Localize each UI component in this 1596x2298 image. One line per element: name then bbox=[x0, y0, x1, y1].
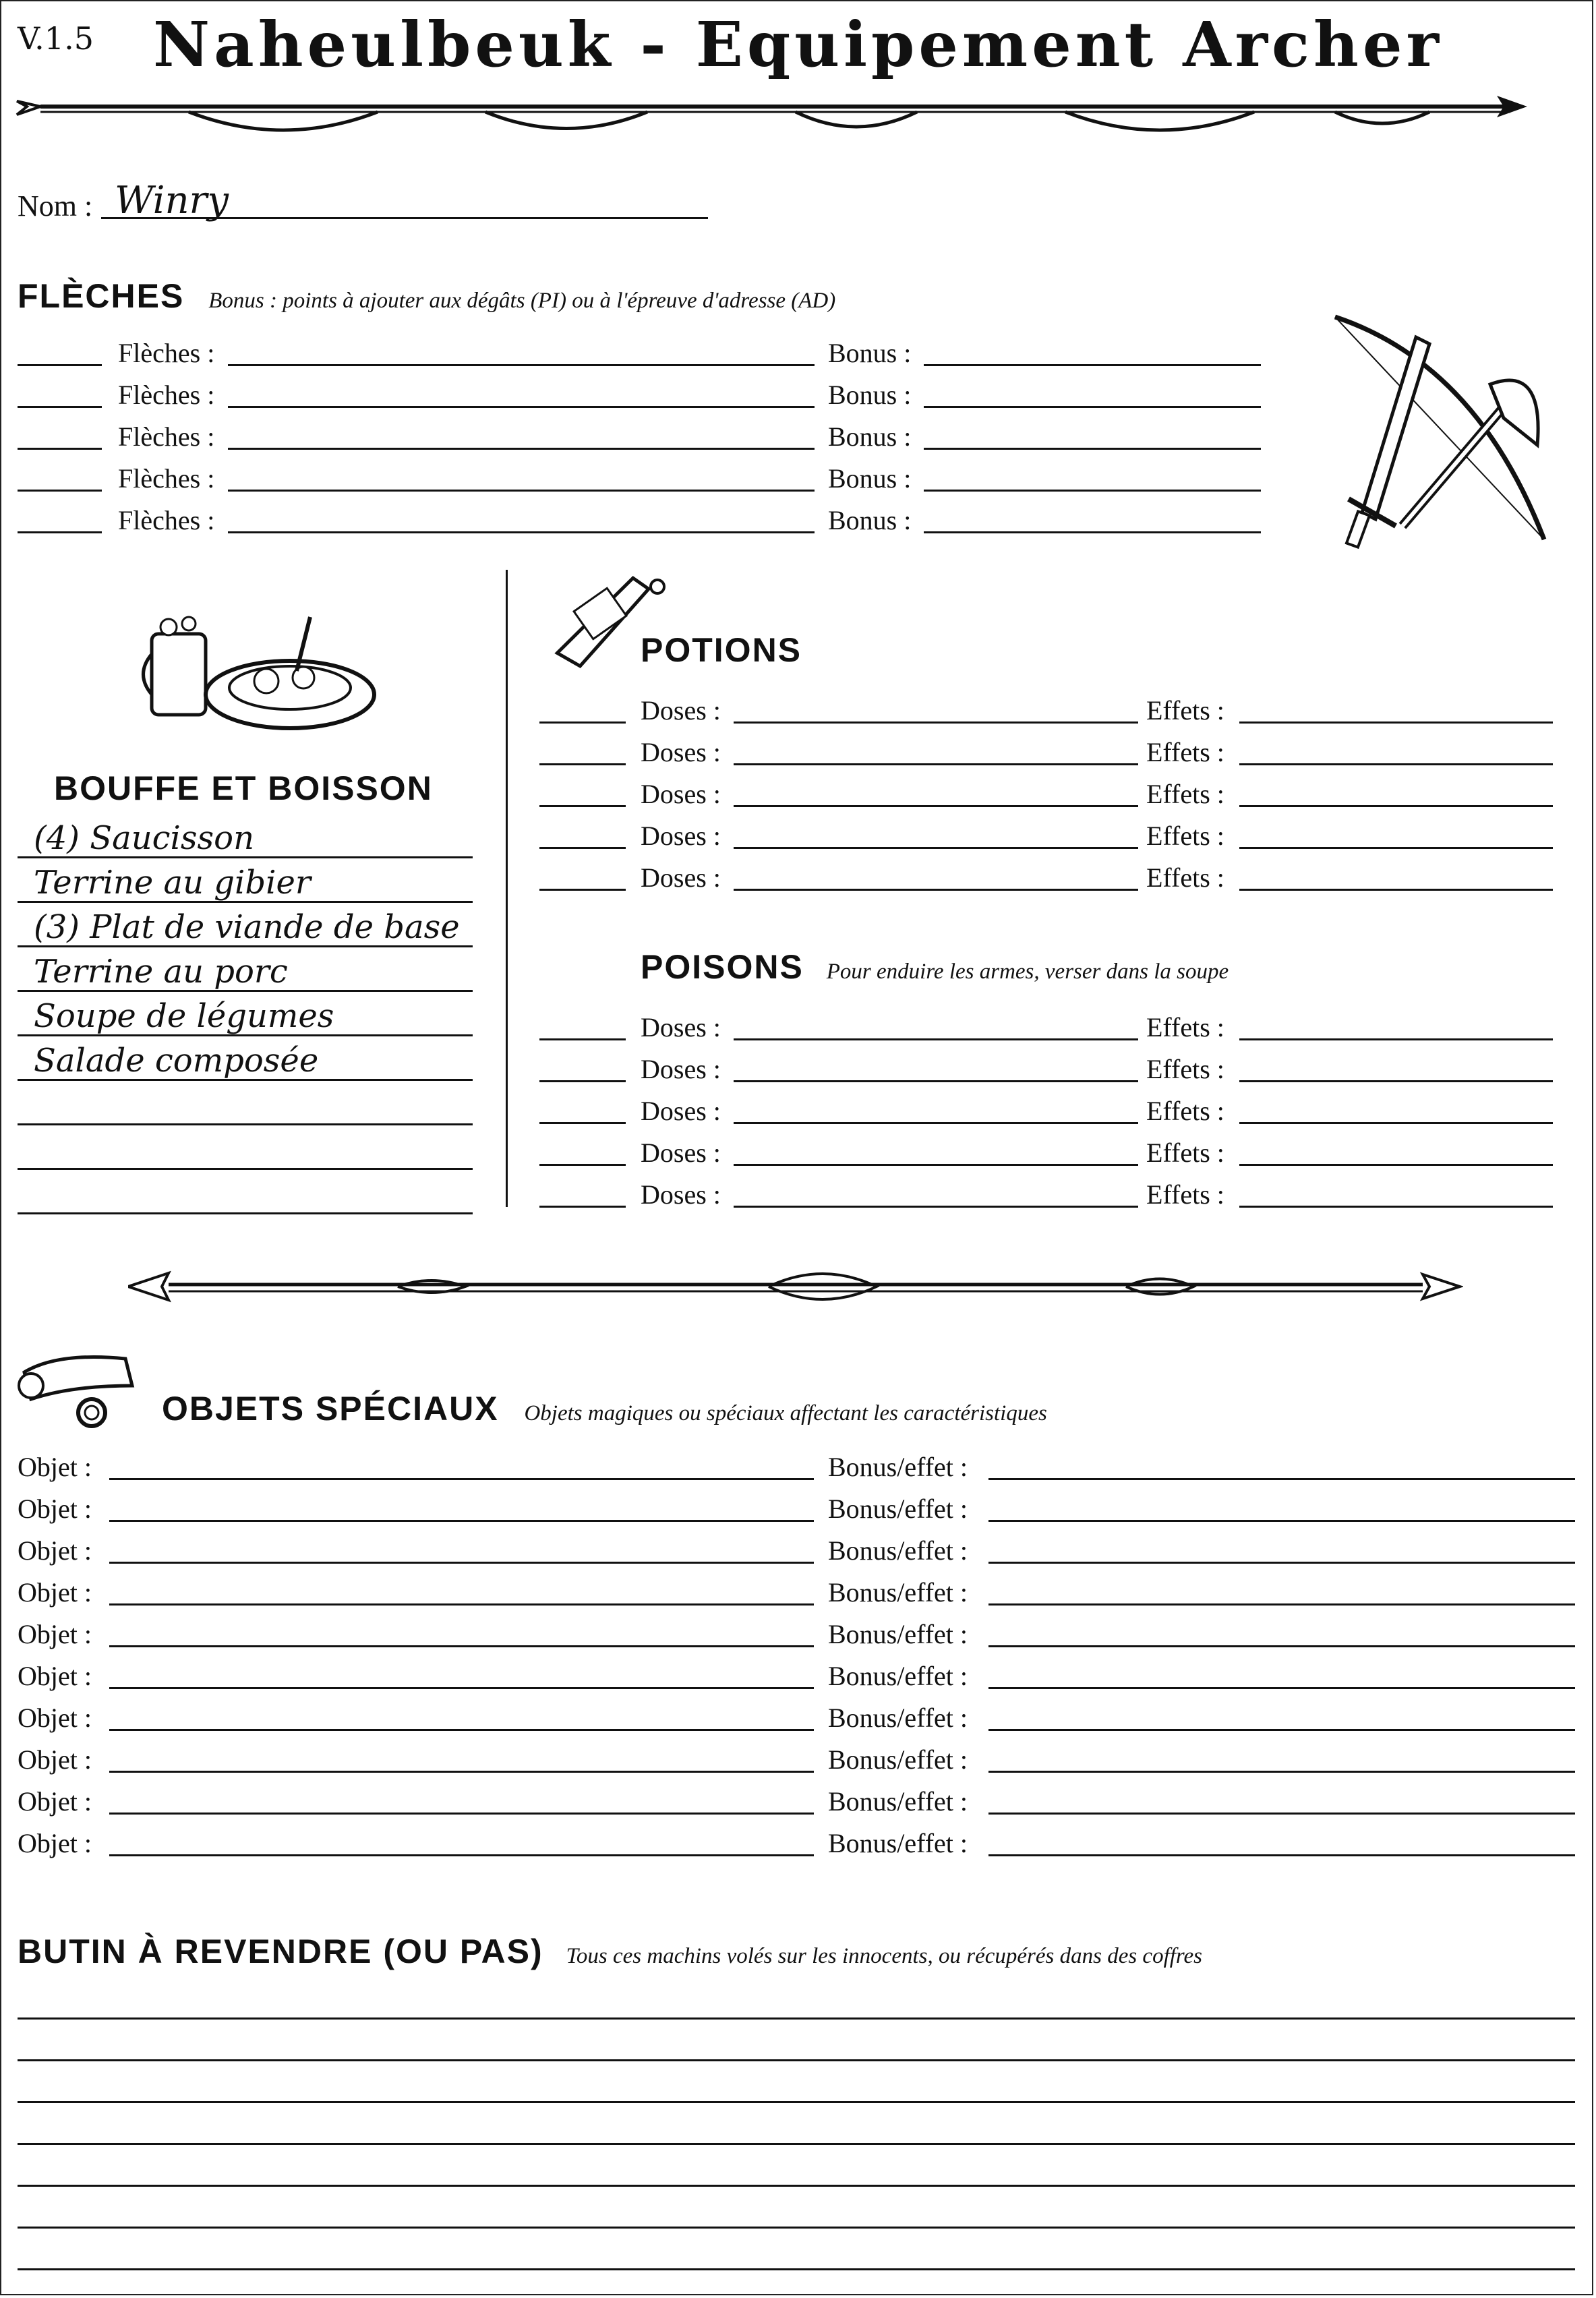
objets-subtitle: Objets magiques ou spéciaux affectant les caractéristiques bbox=[524, 1401, 1047, 1425]
poisons-effets-field[interactable] bbox=[1239, 1080, 1553, 1082]
poisons-doses-field[interactable] bbox=[734, 1206, 1138, 1208]
objet-label: Objet : bbox=[18, 1744, 92, 1775]
potions-effets-field[interactable] bbox=[1239, 889, 1553, 891]
potions-count-field[interactable] bbox=[539, 889, 626, 891]
bouffe-item-line bbox=[18, 1123, 473, 1125]
objet-field[interactable] bbox=[109, 1603, 814, 1605]
poisons-doses-field[interactable] bbox=[734, 1080, 1138, 1082]
column-divider bbox=[506, 570, 508, 1207]
fleches-subtitle: Bonus : points à ajouter aux dégâts (PI) ou à l'épreuve d'adresse (AD) bbox=[208, 289, 836, 313]
poisons-doses-label: Doses : bbox=[641, 1054, 721, 1084]
objet-bonus-field[interactable] bbox=[988, 1813, 1575, 1815]
butin-line-field[interactable] bbox=[18, 2185, 1575, 2187]
potions-doses-label: Doses : bbox=[641, 862, 721, 893]
potions-effets-field[interactable] bbox=[1239, 721, 1553, 724]
fleches-name-field[interactable] bbox=[228, 364, 815, 366]
potions-effets-label: Effets : bbox=[1146, 695, 1224, 726]
fleches-count-field[interactable] bbox=[18, 531, 102, 533]
staff-divider-icon bbox=[128, 1254, 1463, 1315]
fleches-row-label: Flèches : bbox=[118, 338, 215, 368]
fleches-count-field[interactable] bbox=[18, 448, 102, 450]
fleches-name-field[interactable] bbox=[228, 531, 815, 533]
poisons-effets-label: Effets : bbox=[1146, 1179, 1224, 1210]
poisons-effets-label: Effets : bbox=[1146, 1096, 1224, 1126]
bouffe-item-line bbox=[18, 1212, 473, 1214]
objet-field[interactable] bbox=[109, 1645, 814, 1647]
nom-value[interactable]: Winry bbox=[115, 179, 229, 223]
fleches-bonus-label: Bonus : bbox=[828, 421, 912, 452]
potions-effets-field[interactable] bbox=[1239, 763, 1553, 765]
potions-count-field[interactable] bbox=[539, 805, 626, 807]
potions-effets-field[interactable] bbox=[1239, 805, 1553, 807]
poisons-doses-field[interactable] bbox=[734, 1122, 1138, 1124]
nom-label: Nom : bbox=[18, 189, 93, 223]
poisons-effets-field[interactable] bbox=[1239, 1164, 1553, 1166]
bouffe-item[interactable]: (3) Plat de viande de base bbox=[34, 908, 460, 946]
objet-bonus-field[interactable] bbox=[988, 1645, 1575, 1647]
objet-bonus-label: Bonus/effet : bbox=[828, 1703, 968, 1733]
version-label: V.1.5 bbox=[18, 20, 94, 57]
bouffe-item-line bbox=[18, 990, 473, 992]
fleches-bonus-field[interactable] bbox=[924, 531, 1261, 533]
objet-label: Objet : bbox=[18, 1661, 92, 1691]
objet-label: Objet : bbox=[18, 1703, 92, 1733]
butin-line-field[interactable] bbox=[18, 2059, 1575, 2061]
objet-field[interactable] bbox=[109, 1687, 814, 1689]
objet-bonus-field[interactable] bbox=[988, 1687, 1575, 1689]
poisons-effets-label: Effets : bbox=[1146, 1012, 1224, 1042]
poisons-count-field[interactable] bbox=[539, 1206, 626, 1208]
potions-effets-label: Effets : bbox=[1146, 821, 1224, 851]
objet-label: Objet : bbox=[18, 1577, 92, 1608]
potions-doses-field[interactable] bbox=[734, 721, 1138, 724]
poisons-doses-label: Doses : bbox=[641, 1138, 721, 1168]
potions-count-field[interactable] bbox=[539, 847, 626, 849]
objet-bonus-field[interactable] bbox=[988, 1854, 1575, 1856]
fleches-bonus-label: Bonus : bbox=[828, 380, 912, 410]
objets-section-title: OBJETS SPÉCIAUX Objets magiques ou spéciaux affectant les caractéristiques bbox=[162, 1390, 1047, 1427]
objet-label: Objet : bbox=[18, 1452, 92, 1482]
objet-field[interactable] bbox=[109, 1813, 814, 1815]
objet-bonus-label: Bonus/effet : bbox=[828, 1452, 968, 1482]
fleches-name-field[interactable] bbox=[228, 490, 815, 492]
objet-bonus-field[interactable] bbox=[988, 1729, 1575, 1731]
fleches-row-label: Flèches : bbox=[118, 505, 215, 535]
objet-bonus-field[interactable] bbox=[988, 1478, 1575, 1480]
fleches-bonus-field[interactable] bbox=[924, 448, 1261, 450]
objet-bonus-label: Bonus/effet : bbox=[828, 1744, 968, 1775]
arrow-divider-icon bbox=[13, 81, 1531, 148]
potions-count-field[interactable] bbox=[539, 721, 626, 724]
poisons-doses-label: Doses : bbox=[641, 1179, 721, 1210]
objet-bonus-label: Bonus/effet : bbox=[828, 1577, 968, 1608]
potions-doses-field[interactable] bbox=[734, 847, 1138, 849]
poisons-count-field[interactable] bbox=[539, 1038, 626, 1040]
fleches-bonus-label: Bonus : bbox=[828, 338, 912, 368]
bouffe-item[interactable]: Terrine au gibier bbox=[34, 864, 311, 902]
poisons-effets-field[interactable] bbox=[1239, 1122, 1553, 1124]
poisons-count-field[interactable] bbox=[539, 1164, 626, 1166]
fleches-count-field[interactable] bbox=[18, 490, 102, 492]
objet-bonus-label: Bonus/effet : bbox=[828, 1494, 968, 1524]
nom-field-line bbox=[101, 217, 708, 219]
bouffe-item-line bbox=[18, 1168, 473, 1170]
bouffe-item-line bbox=[18, 901, 473, 903]
objet-bonus-label: Bonus/effet : bbox=[828, 1619, 968, 1649]
fleches-count-field[interactable] bbox=[18, 406, 102, 408]
objet-bonus-field[interactable] bbox=[988, 1520, 1575, 1522]
poisons-subtitle: Pour enduire les armes, verser dans la soupe bbox=[826, 960, 1229, 984]
fleches-row-label: Flèches : bbox=[118, 463, 215, 494]
fleches-bonus-field[interactable] bbox=[924, 406, 1261, 408]
poisons-count-field[interactable] bbox=[539, 1122, 626, 1124]
bouffe-item[interactable]: (4) Saucisson bbox=[34, 819, 254, 857]
poisons-effets-field[interactable] bbox=[1239, 1038, 1553, 1040]
potions-doses-field[interactable] bbox=[734, 889, 1138, 891]
weapons-icon bbox=[1322, 310, 1571, 553]
objet-field[interactable] bbox=[109, 1771, 814, 1773]
objet-field[interactable] bbox=[109, 1729, 814, 1731]
potions-count-field[interactable] bbox=[539, 763, 626, 765]
butin-line-field[interactable] bbox=[18, 2017, 1575, 2020]
fleches-bonus-field[interactable] bbox=[924, 364, 1261, 366]
objet-label: Objet : bbox=[18, 1494, 92, 1524]
objet-bonus-field[interactable] bbox=[988, 1771, 1575, 1773]
bouffe-item-line bbox=[18, 1079, 473, 1081]
potions-doses-field[interactable] bbox=[734, 805, 1138, 807]
bouffe-item[interactable]: Soupe de légumes bbox=[34, 997, 334, 1035]
fleches-row-label: Flèches : bbox=[118, 380, 215, 410]
fleches-bonus-label: Bonus : bbox=[828, 463, 912, 494]
fleches-bonus-label: Bonus : bbox=[828, 505, 912, 535]
potions-section-title: POTIONS bbox=[641, 631, 802, 669]
poisons-doses-label: Doses : bbox=[641, 1012, 721, 1042]
objet-bonus-label: Bonus/effet : bbox=[828, 1535, 968, 1566]
poisons-count-field[interactable] bbox=[539, 1080, 626, 1082]
poisons-effets-label: Effets : bbox=[1146, 1138, 1224, 1168]
fleches-row-label: Flèches : bbox=[118, 421, 215, 452]
potions-effets-label: Effets : bbox=[1146, 862, 1224, 893]
objet-label: Objet : bbox=[18, 1619, 92, 1649]
bouffe-section-title: BOUFFE ET BOISSON bbox=[54, 769, 433, 807]
fleches-name-field[interactable] bbox=[228, 406, 815, 408]
objet-label: Objet : bbox=[18, 1535, 92, 1566]
objet-label: Objet : bbox=[18, 1828, 92, 1858]
potions-effets-label: Effets : bbox=[1146, 779, 1224, 809]
potions-doses-label: Doses : bbox=[641, 737, 721, 767]
butin-subtitle: Tous ces machins volés sur les innocents, ou récupérés dans des coffres bbox=[566, 1944, 1203, 1968]
fleches-name-field[interactable] bbox=[228, 448, 815, 450]
butin-line-field[interactable] bbox=[18, 2101, 1575, 2103]
bouffe-item-line bbox=[18, 856, 473, 858]
bouffe-item[interactable]: Terrine au porc bbox=[34, 953, 288, 991]
objet-field[interactable] bbox=[109, 1562, 814, 1564]
objet-bonus-field[interactable] bbox=[988, 1603, 1575, 1605]
poisons-effets-label: Effets : bbox=[1146, 1054, 1224, 1084]
poisons-section-title: POISONS Pour enduire les armes, verser dans la soupe bbox=[641, 948, 1229, 986]
butin-line-field[interactable] bbox=[18, 2227, 1575, 2229]
fleches-count-field[interactable] bbox=[18, 364, 102, 366]
scroll-and-ring-icon bbox=[18, 1345, 152, 1433]
poisons-doses-field[interactable] bbox=[734, 1038, 1138, 1040]
potions-doses-label: Doses : bbox=[641, 821, 721, 851]
potions-doses-label: Doses : bbox=[641, 779, 721, 809]
butin-line-field[interactable] bbox=[18, 2143, 1575, 2145]
potions-effets-field[interactable] bbox=[1239, 847, 1553, 849]
butin-section-title: BUTIN À REVENDRE (OU PAS) Tous ces machins volés sur les innocents, ou récupérés dans des coffres bbox=[18, 1933, 1203, 1970]
objet-field[interactable] bbox=[109, 1478, 814, 1480]
poisons-doses-field[interactable] bbox=[734, 1164, 1138, 1166]
objet-field[interactable] bbox=[109, 1854, 814, 1856]
bouffe-item[interactable]: Salade composée bbox=[34, 1042, 319, 1080]
butin-line-field[interactable] bbox=[18, 2268, 1575, 2270]
page-title: Naheulbeuk - Equipement Archer bbox=[153, 8, 1443, 81]
objet-field[interactable] bbox=[109, 1520, 814, 1522]
potions-effets-label: Effets : bbox=[1146, 737, 1224, 767]
potions-doses-field[interactable] bbox=[734, 763, 1138, 765]
bouffe-item-line bbox=[18, 1034, 473, 1036]
fleches-bonus-field[interactable] bbox=[924, 490, 1261, 492]
objet-bonus-field[interactable] bbox=[988, 1562, 1575, 1564]
food-and-drink-icon bbox=[138, 607, 381, 742]
bouffe-item-line bbox=[18, 945, 473, 947]
objet-bonus-label: Bonus/effet : bbox=[828, 1828, 968, 1858]
poisons-effets-field[interactable] bbox=[1239, 1206, 1553, 1208]
objet-bonus-label: Bonus/effet : bbox=[828, 1661, 968, 1691]
poisons-doses-label: Doses : bbox=[641, 1096, 721, 1126]
potions-doses-label: Doses : bbox=[641, 695, 721, 726]
objet-bonus-label: Bonus/effet : bbox=[828, 1786, 968, 1817]
objet-label: Objet : bbox=[18, 1786, 92, 1817]
fleches-section-title: FLÈCHES Bonus : points à ajouter aux dégâts (PI) ou à l'épreuve d'adresse (AD) bbox=[18, 277, 836, 315]
